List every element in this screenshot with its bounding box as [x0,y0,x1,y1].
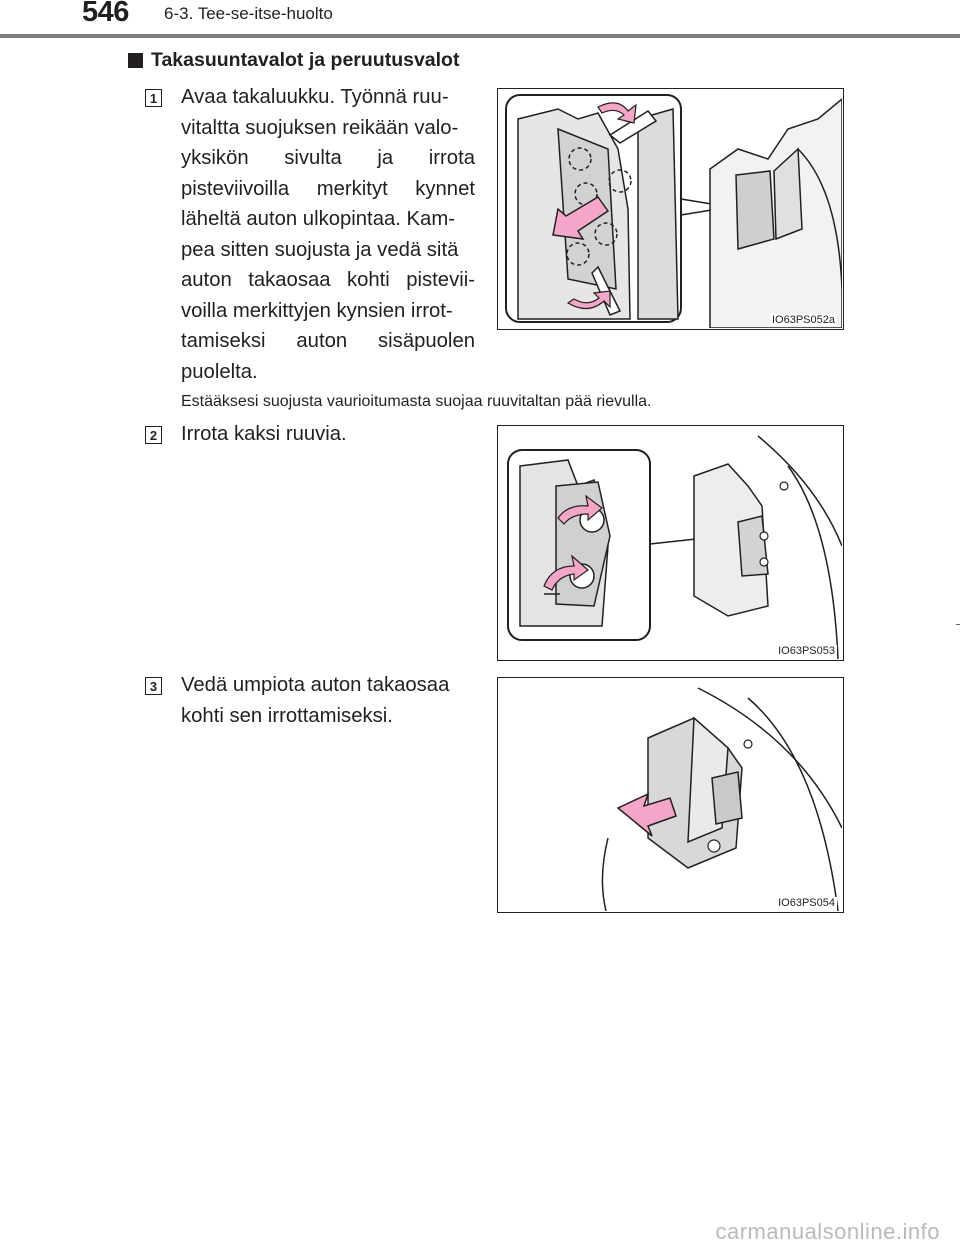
step-2-number: 2 [145,426,162,444]
step-1-note: Estääksesi suojusta vaurioitumasta suojaa ruuvitaltan pää rievulla. [181,393,652,410]
step-1-line: puolelta. [181,360,258,383]
step-2-figure-label: IO63PS053 [778,645,835,657]
step-1-line: pea sitten suojusta ja vedä sitä [181,238,459,261]
step-1-line: auton takaosaa kohti pistevii- [181,269,475,291]
section-heading [128,49,459,72]
step-3-illustration [498,678,842,911]
step-1-line: yksikön sivulta ja irrota [181,147,475,169]
step-1-line: voilla merkittyjen kynsien irrot- [181,299,453,322]
step-1-line: Avaa takaluukku. Työnnä ruu- [181,86,449,108]
step-2-text: Irrota kaksi ruuvia. [181,423,347,445]
step-1-number: 1 [145,89,162,107]
step-1-line: pisteviivoilla merkityt kynnet [181,177,475,200]
heading-bullet-icon [128,53,143,68]
step-1-line: vitaltta suojuksen reikään valo- [181,116,459,139]
step-2-illustration [498,426,842,659]
step-3-number: 3 [145,677,162,695]
step-3-line: kohti sen irrottamiseksi. [181,704,393,727]
step-1-figure [497,88,844,330]
page-number: 546 [82,0,129,28]
step-1-line: läheltä auton ulkopintaa. Kam- [181,208,455,230]
section-title: 6-3. Tee-se-itse-huolto [164,4,333,23]
heading-title: Takasuuntavalot ja peruutusvalot [151,49,460,71]
header-rule [0,34,960,38]
margin-tick [956,624,960,625]
step-2-figure [497,425,844,661]
step-3-text [181,670,449,731]
step-3-figure [497,677,844,913]
step-3-line: Vedä umpiota auton takaosaa [181,674,450,696]
step-1-illustration [498,89,842,328]
step-1-figure-label: IO63PS052a [772,314,835,326]
step-1-text [181,82,475,387]
footer-watermark: carmanualsonline.info [715,1219,940,1244]
step-1-line: tamiseksi auton sisäpuolen [181,330,475,352]
step-3-figure-label: IO63PS054 [778,897,835,909]
